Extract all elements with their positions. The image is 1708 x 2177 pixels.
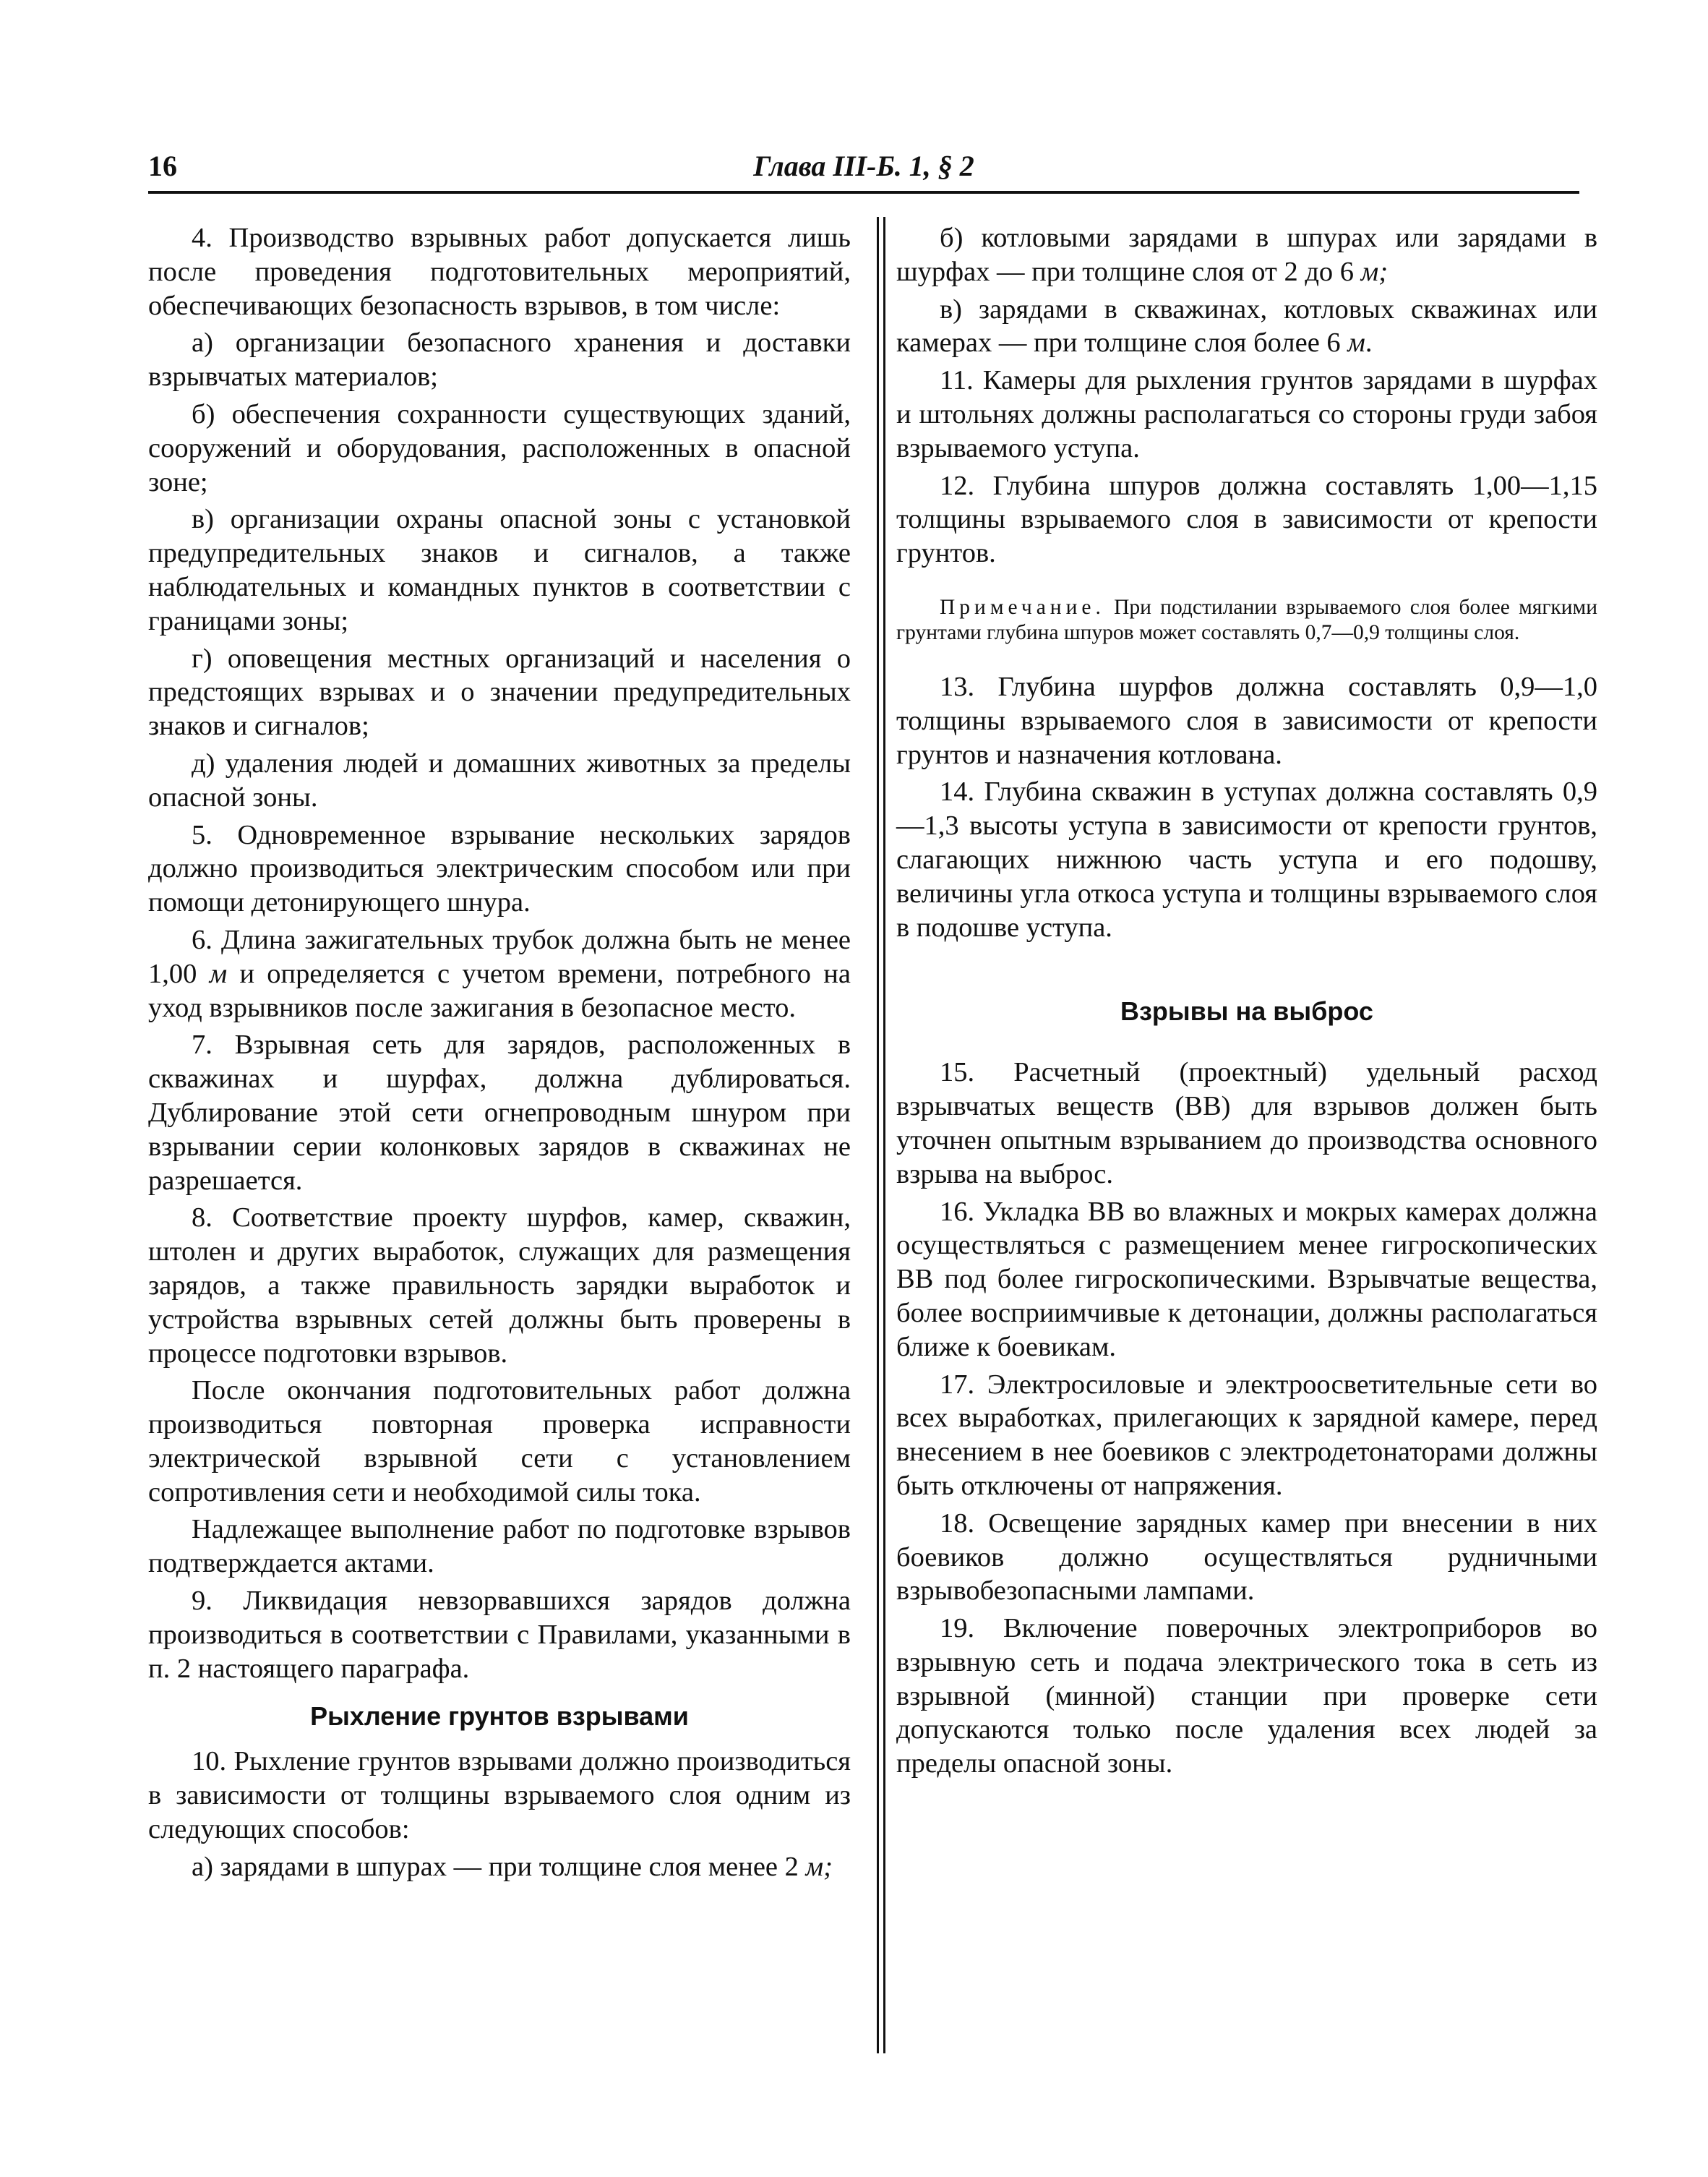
- paragraph-16: 16. Укладка ВВ во влажных и мокрых камерах должна осуществляться с размещением менее гигроскопических ВВ под более гигроскопическими. Взрывчатые вещества, более восприимчивые к детонации, должны располагаться ближе к боевикам.: [896, 1196, 1597, 1362]
- paragraph-6-text: 6. Длина зажигательных трубок должна быть не менее 1,00: [148, 924, 851, 989]
- paragraph-4g: г) оповещения местных организаций и населения о предстоящих взрывах и о значении предупредительных знаков и сигналов;: [148, 643, 851, 742]
- paragraph-13: 13. Глубина шурфов должна составлять 0,9—1,0 толщины взрываемого слоя в зависимости от крепости грунтов и назначения котлована.: [896, 671, 1597, 770]
- paragraph-10v-unit: м: [1347, 328, 1365, 359]
- paragraph-6: [148, 923, 851, 1025]
- right-column: [896, 221, 1597, 1784]
- paragraph-4d: д) удаления людей и домашних животных за пределы опасной зоны.: [148, 748, 851, 813]
- paragraph-6-text-end: и определяется с учетом времени, потребного на уход взрывников после зажигания в безопасное место.: [148, 958, 851, 1023]
- paragraph-19: 19. Включение поверочных электроприборов во взрывную сеть и подача электрического тока в сеть из взрывной (минной) станции при проверке сети допускаются только после удаления всех людей за пределы опасной зоны.: [896, 1613, 1597, 1779]
- paragraph-8: 8. Соответствие проекту шурфов, камер, скважин, штолен и других выработок, служащих для размещения зарядов, а также правильность зарядки выработок и устройства взрывных сетей должны быть проверены в процессе подготовки взрывов.: [148, 1202, 851, 1369]
- column-divider: [877, 217, 885, 2053]
- paragraph-4: 4. Производство взрывных работ допускается лишь после проведения подготовительных мероприятий, обеспечивающих безопасность взрывов, в том числе:: [148, 223, 851, 321]
- paragraph-18: 18. Освещение зарядных камер при внесении в них боевиков должно осуществляться рудничными взрывобезопасными лампами.: [896, 1507, 1597, 1607]
- paragraph-5: 5. Одновременное взрывание нескольких зарядов должно производиться электрическим способом или при помощи детонирующего шнура.: [148, 819, 851, 918]
- section-heading-blasts: Взрывы на выброс: [1120, 996, 1373, 1027]
- paragraph-4v: в) организации охраны опасной зоны с установкой предупредительных знаков и сигналов, а также наблюдательных и командных пунктов в соответствии с границами зоны;: [148, 504, 851, 636]
- note: [896, 595, 1597, 646]
- paragraph-10b-text: б) котловыми зарядами в шпурах или зарядами в шурфах — при толщине слоя от 2 до 6: [896, 223, 1597, 287]
- paragraph-10a-unit: м;: [805, 1851, 833, 1882]
- note-label: Примечание.: [940, 595, 1105, 619]
- section-heading-loosening: Рыхление грунтов взрывами: [310, 1701, 689, 1732]
- paragraph-4b: б) обеспечения сохранности существующих зданий, сооружений и оборудования, расположенных в опасной зоне;: [148, 398, 851, 497]
- paragraph-10b: [896, 221, 1597, 289]
- paragraph-17: 17. Электросиловые и электроосветительные сети во всех выработках, прилегающих к зарядной камере, перед внесением в нее боевиков с электродетонаторами должны быть отключены от напряжения.: [896, 1369, 1597, 1501]
- paragraph-10v: [896, 293, 1597, 361]
- paragraph-10a: [148, 1850, 851, 1884]
- left-column: [148, 221, 851, 1888]
- paragraph-9: 9. Ликвидация невзорвавшихся зарядов должна производиться в соответствии с Правилами, указанными в п. 2 настоящего параграфа.: [148, 1586, 851, 1684]
- page-header: [148, 149, 1579, 194]
- paragraph-4a: а) организации безопасного хранения и доставки взрывчатых материалов;: [148, 328, 851, 393]
- paragraph-10a-text: а) зарядами в шпурах — при толщине слоя менее 2: [192, 1851, 806, 1882]
- paragraph-10b-unit: м;: [1360, 256, 1389, 287]
- paragraph-10v-end: .: [1365, 328, 1373, 359]
- paragraph-7: 7. Взрывная сеть для зарядов, расположенных в скважинах и шурфах, должна дублироваться. Дублирование этой сети огнепроводным шнуром при взрывании серии колонковых зарядов в скважинах не разрешается.: [148, 1030, 851, 1196]
- chapter-title: Глава III-Б. 1, § 2: [753, 150, 974, 182]
- paragraph-8c: Надлежащее выполнение работ по подготовке взрывов подтверждается актами.: [148, 1514, 851, 1579]
- paragraph-12: 12. Глубина шпуров должна составлять 1,00—1,15 толщины взрываемого слоя в зависимости от крепости грунтов.: [896, 470, 1597, 569]
- page-number: 16: [148, 150, 177, 182]
- paragraph-10: 10. Рыхление грунтов взрывами должно производиться в зависимости от толщины взрываемого слоя одним из следующих способов:: [148, 1746, 851, 1845]
- note-text: При подстилании взрываемого слоя более мягкими грунтами глубина шпуров может составлять 0,7—0,9 толщины слоя.: [896, 595, 1597, 644]
- paragraph-8b: После окончания подготовительных работ должна производиться повторная проверка исправности электрической взрывной сети с установлением сопротивления сети и необходимой силы тока.: [148, 1375, 851, 1507]
- paragraph-11: 11. Камеры для рыхления грунтов зарядами в шурфах и штольнях должны располагаться со стороны груди забоя взрываемого уступа.: [896, 365, 1597, 463]
- paragraph-15: 15. Расчетный (проектный) удельный расход взрывчатых веществ (ВВ) для взрывов должен быть уточнен опытным взрыванием до производства основного взрыва на выброс.: [896, 1057, 1597, 1189]
- paragraph-6-unit: м: [209, 958, 228, 989]
- paragraph-10v-text: в) зарядами в скважинах, котловых скважинах или камерах — при толщине слоя более 6: [896, 294, 1597, 359]
- paragraph-14: 14. Глубина скважин в уступах должна составлять 0,9—1,3 высоты уступа в зависимости от крепости грунтов, слагающих нижнюю часть уступа и его подошву, величины угла откоса уступа и толщины взрываемого слоя в подошве уступа.: [896, 777, 1597, 943]
